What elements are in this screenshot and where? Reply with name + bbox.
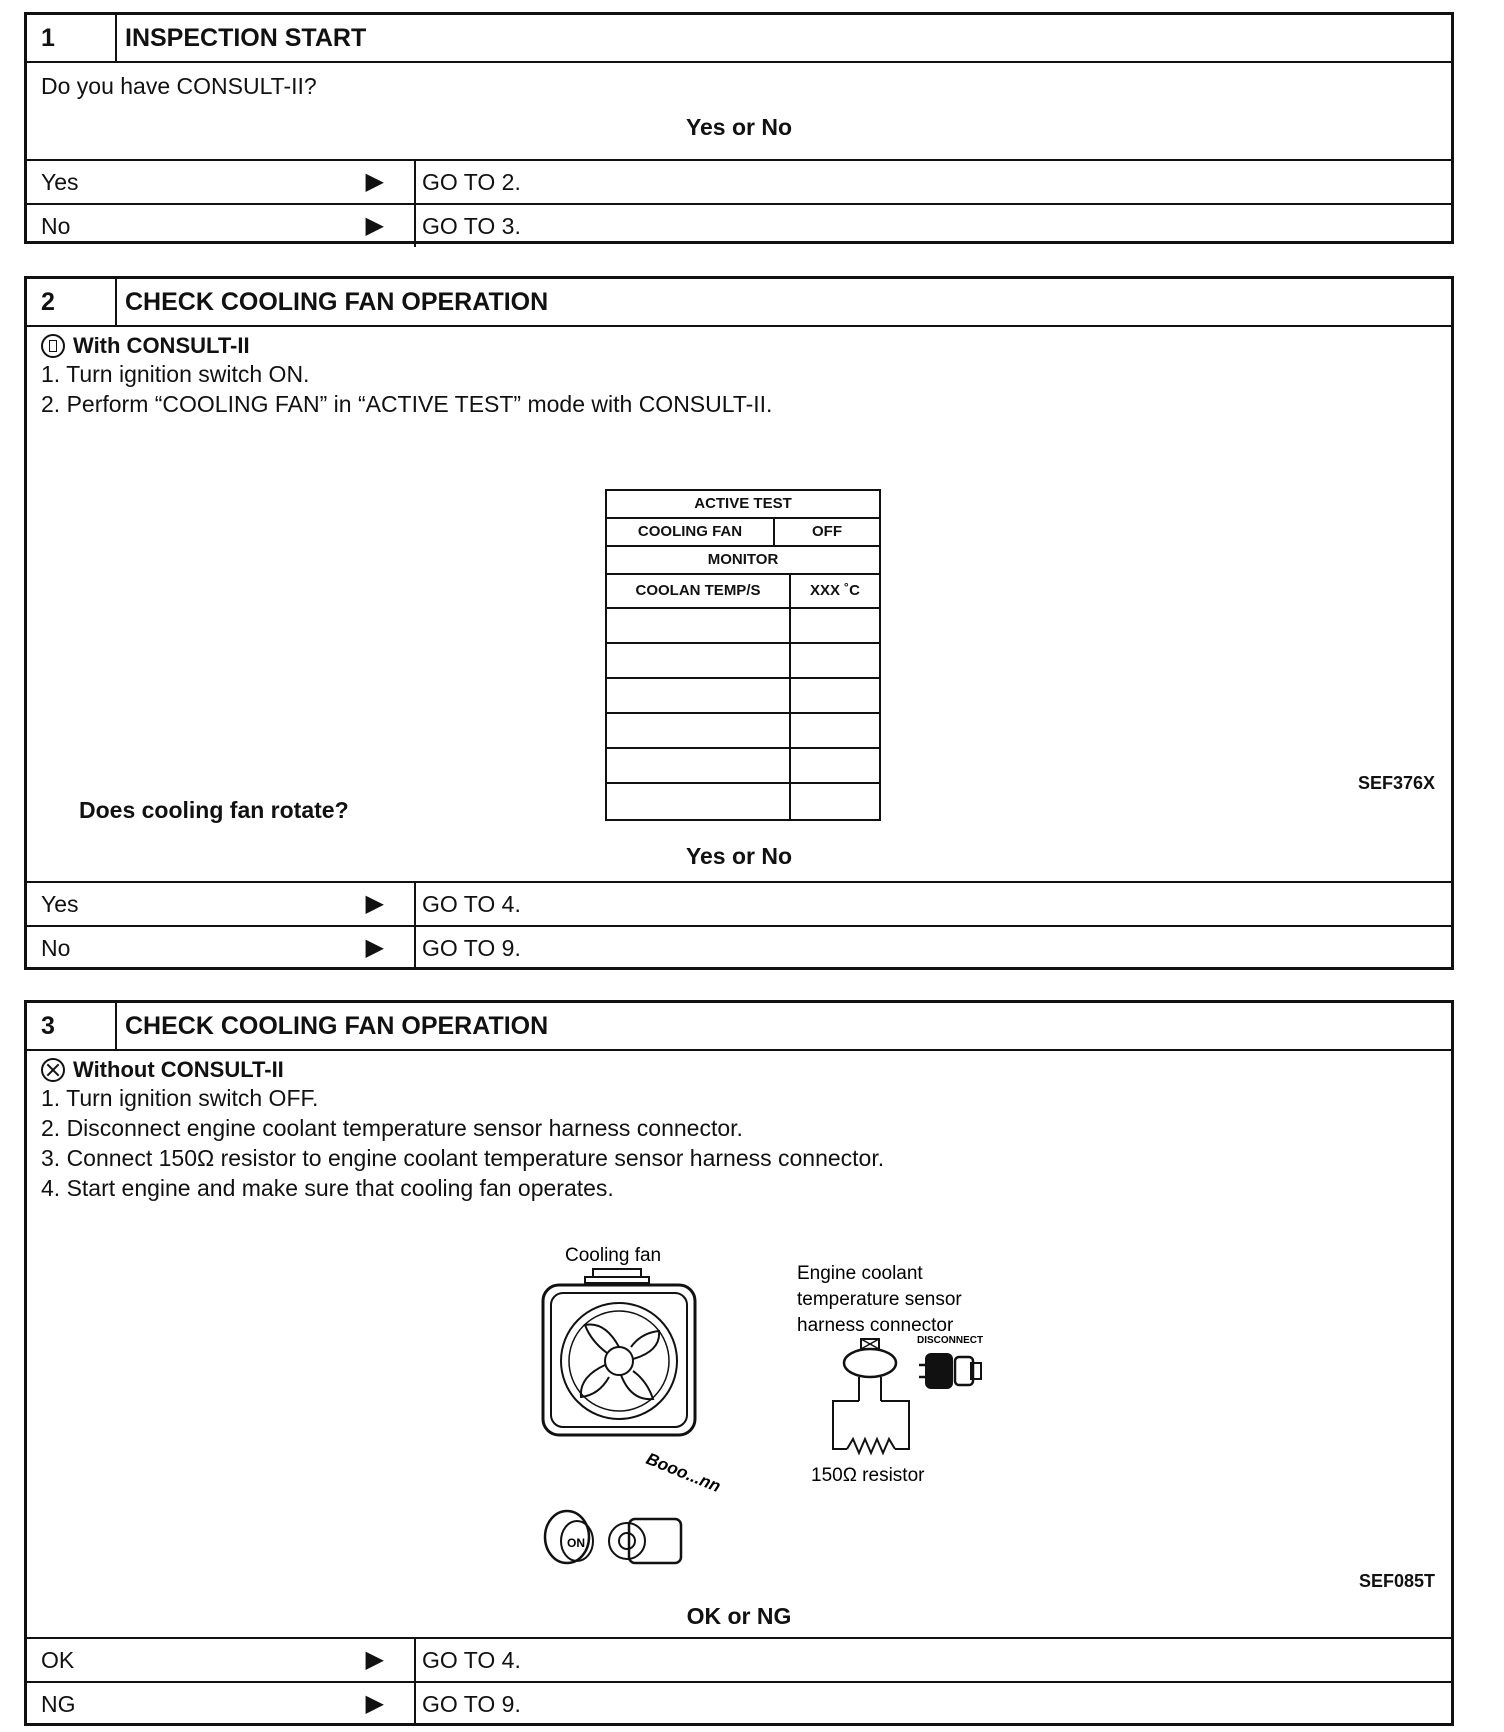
monitor-title: MONITOR [707, 551, 779, 568]
result-label: No [41, 213, 71, 239]
ignition-on-label: ON [567, 1536, 585, 1550]
step-1-header [27, 15, 1451, 63]
step-title: INSPECTION START [125, 24, 367, 52]
subhead: Without CONSULT-II [73, 1057, 284, 1082]
instruction: 3. Connect 150Ω resistor to engine coolant temperature sensor harness connector. [41, 1145, 885, 1171]
step-1-box [24, 12, 1454, 244]
result-row[interactable] [27, 203, 1451, 247]
result-goto: GO TO 3. [422, 213, 521, 239]
result-label: Yes [41, 891, 79, 917]
result-label: NG [41, 1691, 76, 1717]
result-label: OK [41, 1647, 75, 1673]
instruction: 2. Disconnect engine coolant temperature sensor harness connector. [41, 1115, 743, 1141]
step-number: 3 [27, 1003, 117, 1049]
sensor-label-line3: harness connector [797, 1315, 954, 1336]
result-goto: GO TO 9. [422, 935, 521, 961]
fan-sound-label: Booo...nn [643, 1449, 724, 1497]
sensor-label-line1: Engine coolant [797, 1263, 923, 1284]
result-row[interactable] [27, 925, 1451, 969]
answer-prompt: Yes or No [685, 114, 793, 140]
disconnect-label: DISCONNECT [917, 1335, 984, 1346]
result-row[interactable] [27, 1637, 1451, 1681]
active-test-item: COOLING FAN [607, 519, 775, 545]
arrow-right-icon: ▶ [365, 890, 384, 917]
subhead: With CONSULT-II [73, 333, 250, 358]
arrow-right-icon: ▶ [365, 212, 384, 239]
step-title: CHECK COOLING FAN OPERATION [125, 288, 549, 316]
step-question: Does cooling fan rotate? [79, 797, 349, 823]
fan-label: Cooling fan [565, 1245, 662, 1266]
sensor-label-line2: temperature sensor [797, 1289, 962, 1310]
instruction: 4. Start engine and make sure that cooling fan operates. [41, 1175, 614, 1201]
result-goto: GO TO 9. [422, 1691, 521, 1717]
arrow-right-icon: ▶ [365, 934, 384, 961]
result-goto: GO TO 2. [422, 169, 521, 195]
consult-icon [41, 334, 65, 358]
result-goto: GO TO 4. [422, 1647, 521, 1673]
arrow-right-icon: ▶ [365, 1646, 384, 1673]
step-3-header [27, 1003, 1451, 1051]
instruction: 1. Turn ignition switch ON. [41, 361, 310, 387]
cooling-fan-figure [515, 1241, 1035, 1581]
instruction: 1. Turn ignition switch OFF. [41, 1085, 319, 1111]
step-number: 2 [27, 279, 117, 325]
answer-prompt: Yes or No [685, 843, 793, 869]
instruction: 2. Perform “COOLING FAN” in “ACTIVE TEST” mode with CONSULT-II. [41, 391, 773, 417]
monitor-item: COOLAN TEMP/S [607, 575, 791, 607]
arrow-right-icon: ▶ [365, 168, 384, 195]
step-question: Do you have CONSULT-II? [41, 73, 317, 99]
result-row[interactable] [27, 881, 1451, 925]
active-test-title: ACTIVE TEST [694, 495, 792, 512]
no-consult-icon [41, 1058, 65, 1082]
step-2-box [24, 276, 1454, 970]
arrow-right-icon: ▶ [365, 1690, 384, 1717]
result-label: Yes [41, 169, 79, 195]
result-row[interactable] [27, 159, 1451, 203]
monitor-value: XXX ˚C [809, 582, 860, 599]
figure-ref: SEF376X [1357, 773, 1435, 793]
active-test-value: OFF [812, 523, 842, 540]
resistor-label: 150Ω resistor [811, 1465, 925, 1486]
step-number: 1 [27, 15, 117, 61]
result-label: No [41, 935, 71, 961]
result-row[interactable] [27, 1681, 1451, 1725]
answer-prompt: OK or NG [686, 1603, 792, 1629]
active-test-table [605, 489, 881, 821]
figure-ref: SEF085T [1358, 1571, 1435, 1591]
step-2-header [27, 279, 1451, 327]
result-goto: GO TO 4. [422, 891, 521, 917]
step-3-box [24, 1000, 1454, 1726]
step-title: CHECK COOLING FAN OPERATION [125, 1012, 549, 1040]
